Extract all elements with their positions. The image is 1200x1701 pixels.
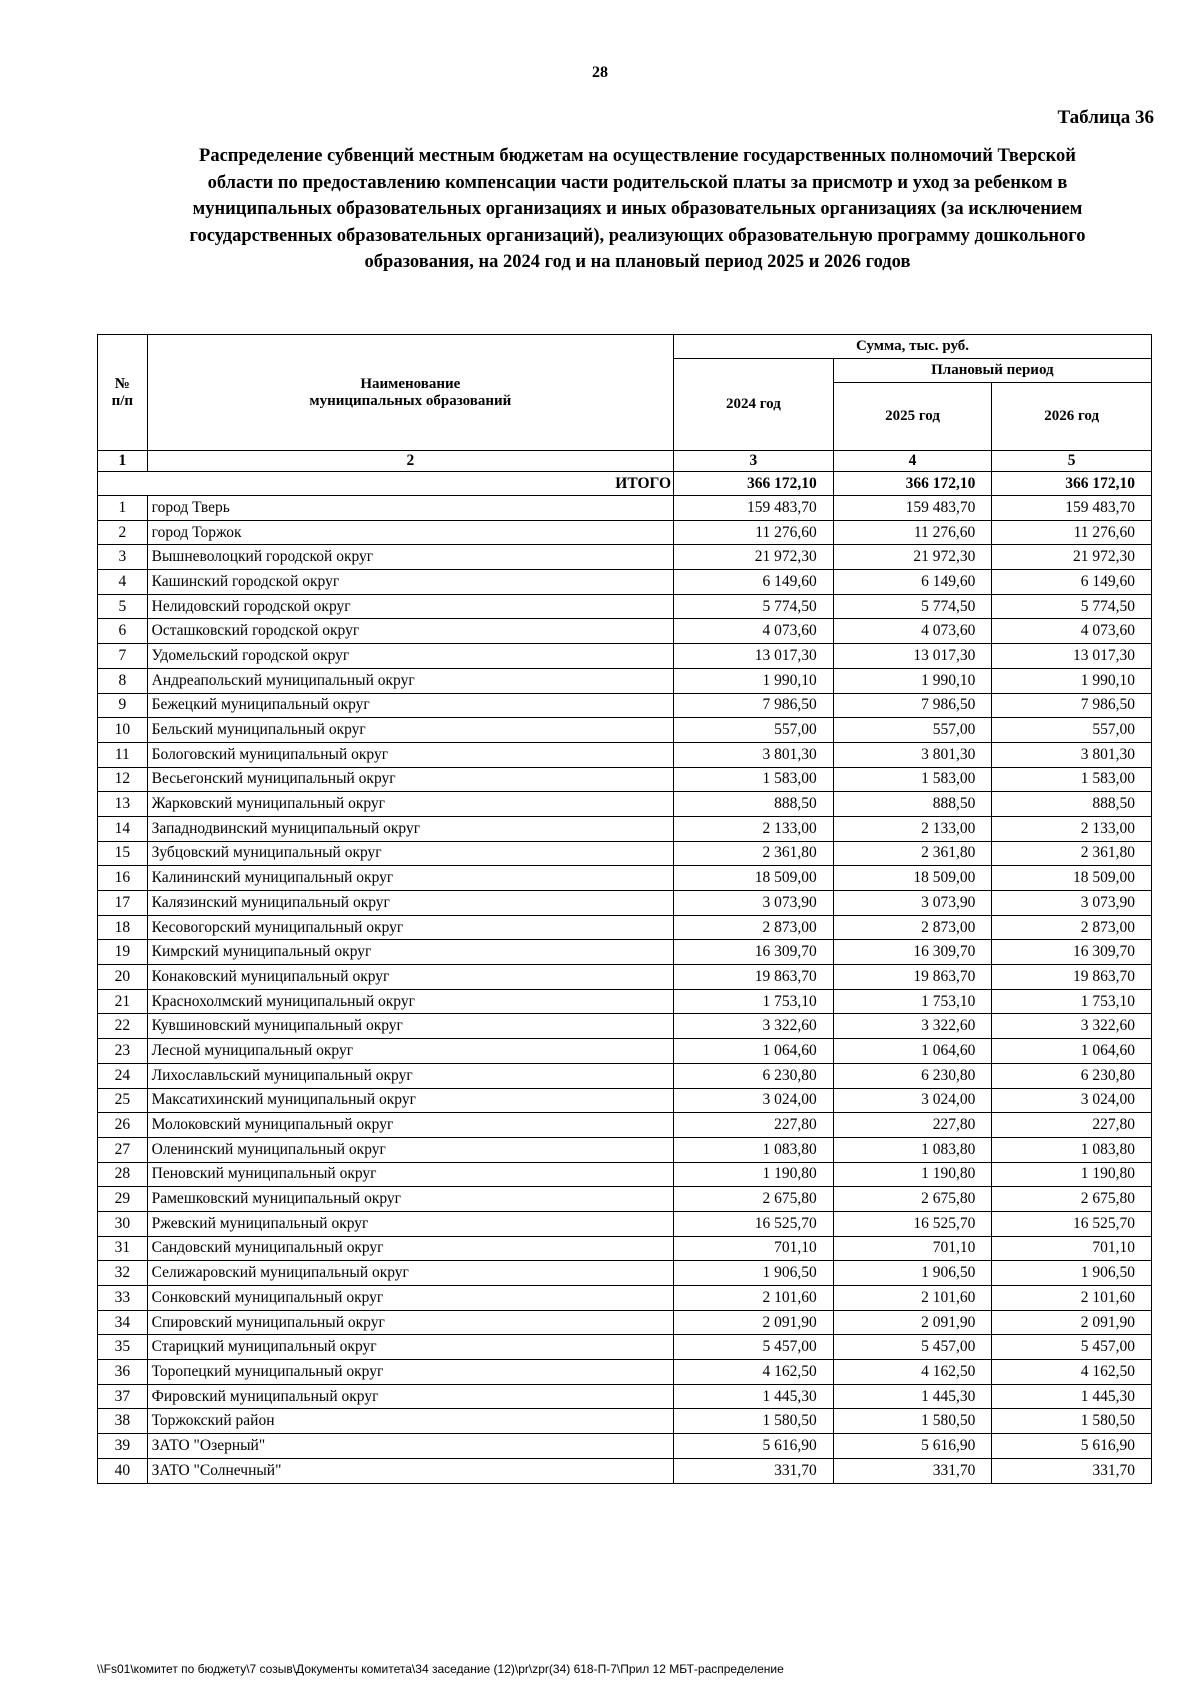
amount-2026: 159 483,70 [992, 496, 1152, 521]
column-number: 4 [833, 451, 992, 472]
row-number: 25 [98, 1088, 148, 1113]
municipality-name: Западнодвинский муниципальный округ [147, 816, 673, 841]
table-row [98, 915, 1152, 940]
amount-2026: 19 863,70 [992, 965, 1152, 990]
amount-2025: 1 064,60 [833, 1039, 992, 1064]
amount-2026: 331,70 [992, 1458, 1152, 1483]
amount-2025: 331,70 [833, 1458, 992, 1483]
municipality-name: ЗАТО "Солнечный" [147, 1458, 673, 1483]
amount-2025: 3 024,00 [833, 1088, 992, 1113]
row-number: 18 [98, 915, 148, 940]
amount-2024: 1 083,80 [674, 1137, 834, 1162]
table-row [98, 1286, 1152, 1311]
row-number: 6 [98, 619, 148, 644]
municipality-name: Лесной муниципальный округ [147, 1039, 673, 1064]
row-number: 35 [98, 1335, 148, 1360]
amount-2024: 331,70 [674, 1458, 834, 1483]
amount-2026: 3 801,30 [992, 742, 1152, 767]
table-row [98, 1014, 1152, 1039]
row-number: 22 [98, 1014, 148, 1039]
row-number: 21 [98, 989, 148, 1014]
amount-2024: 16 525,70 [674, 1211, 834, 1236]
amount-2025: 1 583,00 [833, 767, 992, 792]
amount-2026: 16 525,70 [992, 1211, 1152, 1236]
amount-2026: 11 276,60 [992, 520, 1152, 545]
municipality-name: Бологовский муниципальный округ [147, 742, 673, 767]
row-number: 5 [98, 594, 148, 619]
amount-2025: 21 972,30 [833, 545, 992, 570]
table-row [98, 668, 1152, 693]
municipality-name: Осташковский городской округ [147, 619, 673, 644]
amount-2024: 1 064,60 [674, 1039, 834, 1064]
amount-2026: 1 753,10 [992, 989, 1152, 1014]
amount-2024: 888,50 [674, 792, 834, 817]
amount-2026: 2 675,80 [992, 1187, 1152, 1212]
row-number: 32 [98, 1261, 148, 1286]
amount-2026: 5 457,00 [992, 1335, 1152, 1360]
amount-2024: 1 190,80 [674, 1162, 834, 1187]
row-number: 23 [98, 1039, 148, 1064]
amount-2026: 2 133,00 [992, 816, 1152, 841]
amount-2026: 1 083,80 [992, 1137, 1152, 1162]
amount-2024: 4 162,50 [674, 1360, 834, 1385]
municipality-name: Калязинский муниципальный округ [147, 891, 673, 916]
row-number: 34 [98, 1310, 148, 1335]
table-row [98, 693, 1152, 718]
title-line: муниципальных образовательных организациях и иных образовательных организациях (за исключением [192, 199, 1083, 219]
total-2025: 366 172,10 [833, 472, 992, 496]
table-row [98, 816, 1152, 841]
table-row [98, 1187, 1152, 1212]
amount-2025: 3 322,60 [833, 1014, 992, 1039]
amount-2025: 3 073,90 [833, 891, 992, 916]
row-number: 38 [98, 1409, 148, 1434]
amount-2024: 701,10 [674, 1236, 834, 1261]
municipality-name: Сандовский муниципальный округ [147, 1236, 673, 1261]
row-number: 1 [98, 496, 148, 521]
municipality-name: Селижаровский муниципальный округ [147, 1261, 673, 1286]
table-row [98, 644, 1152, 669]
row-number: 11 [98, 742, 148, 767]
row-number: 24 [98, 1063, 148, 1088]
amount-2024: 3 073,90 [674, 891, 834, 916]
amount-2024: 3 024,00 [674, 1088, 834, 1113]
column-number: 2 [147, 451, 673, 472]
row-number: 12 [98, 767, 148, 792]
amount-2025: 159 483,70 [833, 496, 992, 521]
municipality-name: Удомельский городской округ [147, 644, 673, 669]
municipality-name: Лихославльский муниципальный округ [147, 1063, 673, 1088]
header-year-2025: 2025 год [833, 383, 992, 451]
municipality-name: Фировский муниципальный округ [147, 1384, 673, 1409]
row-number: 15 [98, 841, 148, 866]
amount-2026: 1 445,30 [992, 1384, 1152, 1409]
amount-2025: 2 133,00 [833, 816, 992, 841]
row-number: 17 [98, 891, 148, 916]
amount-2026: 557,00 [992, 718, 1152, 743]
row-number: 31 [98, 1236, 148, 1261]
footer-file-path: \\Fs01\комитет по бюджету\7 созыв\Документы комитета\34 заседание (12)\pr\zpr(34) 618-П-7\Прил 12 МБТ-распределение [97, 1662, 784, 1676]
table-row [98, 989, 1152, 1014]
table-row [98, 1360, 1152, 1385]
amount-2026: 3 322,60 [992, 1014, 1152, 1039]
municipality-name: Спировский муниципальный округ [147, 1310, 673, 1335]
municipality-name: Старицкий муниципальный округ [147, 1335, 673, 1360]
municipality-name: Рамешковский муниципальный округ [147, 1187, 673, 1212]
row-number: 33 [98, 1286, 148, 1311]
amount-2026: 4 162,50 [992, 1360, 1152, 1385]
row-number: 2 [98, 520, 148, 545]
column-number-row [98, 451, 1152, 472]
amount-2026: 888,50 [992, 792, 1152, 817]
row-number: 7 [98, 644, 148, 669]
row-number: 39 [98, 1434, 148, 1459]
row-number: 10 [98, 718, 148, 743]
amount-2025: 227,80 [833, 1113, 992, 1138]
table-row [98, 1236, 1152, 1261]
row-number: 3 [98, 545, 148, 570]
amount-2025: 1 906,50 [833, 1261, 992, 1286]
amount-2026: 1 064,60 [992, 1039, 1152, 1064]
header-name [147, 335, 673, 451]
amount-2024: 7 986,50 [674, 693, 834, 718]
municipality-name: Кашинский городской округ [147, 570, 673, 595]
amount-2026: 16 309,70 [992, 940, 1152, 965]
table-row [98, 1063, 1152, 1088]
row-number: 14 [98, 816, 148, 841]
title-line: области по предоставлению компенсации части родительской платы за присмотр и уход за ребенком в [207, 172, 1068, 193]
amount-2024: 18 509,00 [674, 866, 834, 891]
amount-2024: 5 774,50 [674, 594, 834, 619]
amount-2025: 2 873,00 [833, 915, 992, 940]
amount-2026: 3 024,00 [992, 1088, 1152, 1113]
municipality-name: Кесовогорский муниципальный округ [147, 915, 673, 940]
row-number: 28 [98, 1162, 148, 1187]
municipality-name: Краснохолмский муниципальный округ [147, 989, 673, 1014]
header-name-line2: муниципальных образований [309, 392, 512, 409]
amount-2025: 2 675,80 [833, 1187, 992, 1212]
amount-2024: 227,80 [674, 1113, 834, 1138]
municipality-name: Кимрский муниципальный округ [147, 940, 673, 965]
amount-2025: 6 230,80 [833, 1063, 992, 1088]
subvention-table [97, 334, 1152, 1484]
amount-2025: 701,10 [833, 1236, 992, 1261]
amount-2026: 1 583,00 [992, 767, 1152, 792]
amount-2025: 3 801,30 [833, 742, 992, 767]
amount-2024: 1 753,10 [674, 989, 834, 1014]
amount-2024: 2 361,80 [674, 841, 834, 866]
row-number: 9 [98, 693, 148, 718]
amount-2024: 1 583,00 [674, 767, 834, 792]
amount-2025: 16 525,70 [833, 1211, 992, 1236]
municipality-name: Зубцовский муниципальный округ [147, 841, 673, 866]
total-label: ИТОГО [98, 472, 674, 496]
row-number: 19 [98, 940, 148, 965]
amount-2026: 13 017,30 [992, 644, 1152, 669]
municipality-name: Пеновский муниципальный округ [147, 1162, 673, 1187]
table-row [98, 1088, 1152, 1113]
row-number: 30 [98, 1211, 148, 1236]
amount-2024: 6 149,60 [674, 570, 834, 595]
amount-2024: 2 873,00 [674, 915, 834, 940]
amount-2026: 3 073,90 [992, 891, 1152, 916]
amount-2024: 2 101,60 [674, 1286, 834, 1311]
amount-2024: 5 616,90 [674, 1434, 834, 1459]
title-line: Распределение субвенций местным бюджетам на осуществление государственных полномочий Тверской [199, 146, 1076, 166]
row-number: 37 [98, 1384, 148, 1409]
table-row [98, 718, 1152, 743]
amount-2024: 19 863,70 [674, 965, 834, 990]
table-row [98, 1434, 1152, 1459]
table-row [98, 940, 1152, 965]
table-row [98, 1409, 1152, 1434]
header-sum: Сумма, тыс. руб. [674, 335, 1152, 359]
amount-2026: 1 990,10 [992, 668, 1152, 693]
column-number: 5 [992, 451, 1152, 472]
amount-2024: 3 322,60 [674, 1014, 834, 1039]
page-number: 28 [592, 64, 608, 81]
amount-2025: 7 986,50 [833, 693, 992, 718]
amount-2026: 1 580,50 [992, 1409, 1152, 1434]
amount-2024: 1 906,50 [674, 1261, 834, 1286]
header-year-2024: 2024 год [674, 359, 834, 451]
amount-2026: 227,80 [992, 1113, 1152, 1138]
row-number: 36 [98, 1360, 148, 1385]
amount-2025: 1 445,30 [833, 1384, 992, 1409]
document-title [115, 143, 1160, 276]
table-row [98, 1113, 1152, 1138]
amount-2024: 5 457,00 [674, 1335, 834, 1360]
amount-2025: 1 190,80 [833, 1162, 992, 1187]
table-label: Таблица 36 [1057, 107, 1154, 128]
amount-2026: 18 509,00 [992, 866, 1152, 891]
municipality-name: Нелидовский городской округ [147, 594, 673, 619]
amount-2025: 4 073,60 [833, 619, 992, 644]
amount-2026: 701,10 [992, 1236, 1152, 1261]
amount-2026: 21 972,30 [992, 545, 1152, 570]
amount-2024: 4 073,60 [674, 619, 834, 644]
amount-2025: 5 457,00 [833, 1335, 992, 1360]
amount-2024: 1 445,30 [674, 1384, 834, 1409]
amount-2025: 2 091,90 [833, 1310, 992, 1335]
amount-2025: 4 162,50 [833, 1360, 992, 1385]
municipality-name: ЗАТО "Озерный" [147, 1434, 673, 1459]
amount-2026: 2 101,60 [992, 1286, 1152, 1311]
table-row [98, 520, 1152, 545]
amount-2026: 2 091,90 [992, 1310, 1152, 1335]
municipality-name: Торопецкий муниципальный округ [147, 1360, 673, 1385]
amount-2025: 1 990,10 [833, 668, 992, 693]
total-2026: 366 172,10 [992, 472, 1152, 496]
municipality-name: город Торжок [147, 520, 673, 545]
amount-2025: 5 616,90 [833, 1434, 992, 1459]
amount-2024: 21 972,30 [674, 545, 834, 570]
column-number: 3 [674, 451, 834, 472]
title-line: государственных образовательных организаций), реализующих образовательную программу дошкольного [189, 225, 1086, 246]
header-number-line1: № [114, 375, 130, 392]
amount-2026: 7 986,50 [992, 693, 1152, 718]
row-number: 8 [98, 668, 148, 693]
amount-2025: 18 509,00 [833, 866, 992, 891]
amount-2026: 6 230,80 [992, 1063, 1152, 1088]
amount-2026: 2 361,80 [992, 841, 1152, 866]
municipality-name: Жарковский муниципальный округ [147, 792, 673, 817]
header-planned-period: Плановый период [833, 359, 1151, 383]
amount-2025: 11 276,60 [833, 520, 992, 545]
amount-2026: 6 149,60 [992, 570, 1152, 595]
municipality-name: Максатихинский муниципальный округ [147, 1088, 673, 1113]
municipality-name: Калининский муниципальный округ [147, 866, 673, 891]
table-row [98, 619, 1152, 644]
municipality-name: Оленинский муниципальный округ [147, 1137, 673, 1162]
table-row [98, 594, 1152, 619]
table-row [98, 1458, 1152, 1483]
amount-2025: 557,00 [833, 718, 992, 743]
municipality-name: Молоковский муниципальный округ [147, 1113, 673, 1138]
amount-2026: 5 616,90 [992, 1434, 1152, 1459]
municipality-name: Андреапольский муниципальный округ [147, 668, 673, 693]
total-row [98, 472, 1152, 496]
table-row [98, 1162, 1152, 1187]
amount-2025: 2 101,60 [833, 1286, 992, 1311]
header-number-line2: п/п [111, 392, 134, 409]
amount-2024: 1 580,50 [674, 1409, 834, 1434]
amount-2025: 1 580,50 [833, 1409, 992, 1434]
municipality-name: Ржевский муниципальный округ [147, 1211, 673, 1236]
table-row [98, 841, 1152, 866]
table-row [98, 1384, 1152, 1409]
amount-2026: 2 873,00 [992, 915, 1152, 940]
municipality-name: Вышневолоцкий городской округ [147, 545, 673, 570]
amount-2025: 13 017,30 [833, 644, 992, 669]
amount-2024: 2 091,90 [674, 1310, 834, 1335]
table-row [98, 866, 1152, 891]
header-name-line1: Наименование [360, 375, 461, 392]
title-line: образования, на 2024 год и на плановый период 2025 и 2026 годов [364, 252, 911, 272]
amount-2024: 2 675,80 [674, 1187, 834, 1212]
amount-2025: 888,50 [833, 792, 992, 817]
amount-2024: 159 483,70 [674, 496, 834, 521]
amount-2024: 16 309,70 [674, 940, 834, 965]
municipality-name: Весьегонский муниципальный округ [147, 767, 673, 792]
amount-2026: 4 073,60 [992, 619, 1152, 644]
amount-2026: 1 190,80 [992, 1162, 1152, 1187]
table-row [98, 792, 1152, 817]
header-year-2026: 2026 год [992, 383, 1152, 451]
row-number: 26 [98, 1113, 148, 1138]
header-number [98, 335, 148, 451]
amount-2025: 6 149,60 [833, 570, 992, 595]
amount-2024: 2 133,00 [674, 816, 834, 841]
amount-2024: 3 801,30 [674, 742, 834, 767]
amount-2024: 1 990,10 [674, 668, 834, 693]
amount-2025: 16 309,70 [833, 940, 992, 965]
table-row [98, 1211, 1152, 1236]
row-number: 29 [98, 1187, 148, 1212]
municipality-name: Кувшиновский муниципальный округ [147, 1014, 673, 1039]
table-row [98, 891, 1152, 916]
row-number: 20 [98, 965, 148, 990]
row-number: 40 [98, 1458, 148, 1483]
row-number: 27 [98, 1137, 148, 1162]
table-row [98, 570, 1152, 595]
table-row [98, 1261, 1152, 1286]
table-row [98, 545, 1152, 570]
table-row [98, 1310, 1152, 1335]
amount-2026: 5 774,50 [992, 594, 1152, 619]
table-row [98, 496, 1152, 521]
table-row [98, 965, 1152, 990]
table-row [98, 1039, 1152, 1064]
amount-2025: 2 361,80 [833, 841, 992, 866]
municipality-name: город Тверь [147, 496, 673, 521]
table-row [98, 767, 1152, 792]
amount-2024: 6 230,80 [674, 1063, 834, 1088]
table-row [98, 742, 1152, 767]
municipality-name: Конаковский муниципальный округ [147, 965, 673, 990]
amount-2026: 1 906,50 [992, 1261, 1152, 1286]
amount-2024: 557,00 [674, 718, 834, 743]
amount-2025: 1 753,10 [833, 989, 992, 1014]
total-2024: 366 172,10 [674, 472, 834, 496]
amount-2024: 13 017,30 [674, 644, 834, 669]
amount-2025: 5 774,50 [833, 594, 992, 619]
amount-2025: 1 083,80 [833, 1137, 992, 1162]
column-number: 1 [98, 451, 148, 472]
row-number: 4 [98, 570, 148, 595]
municipality-name: Бельский муниципальный округ [147, 718, 673, 743]
table-row [98, 1137, 1152, 1162]
table-row [98, 1335, 1152, 1360]
municipality-name: Сонковский муниципальный округ [147, 1286, 673, 1311]
amount-2024: 11 276,60 [674, 520, 834, 545]
row-number: 13 [98, 792, 148, 817]
row-number: 16 [98, 866, 148, 891]
amount-2025: 19 863,70 [833, 965, 992, 990]
municipality-name: Бежецкий муниципальный округ [147, 693, 673, 718]
municipality-name: Торжокский район [147, 1409, 673, 1434]
